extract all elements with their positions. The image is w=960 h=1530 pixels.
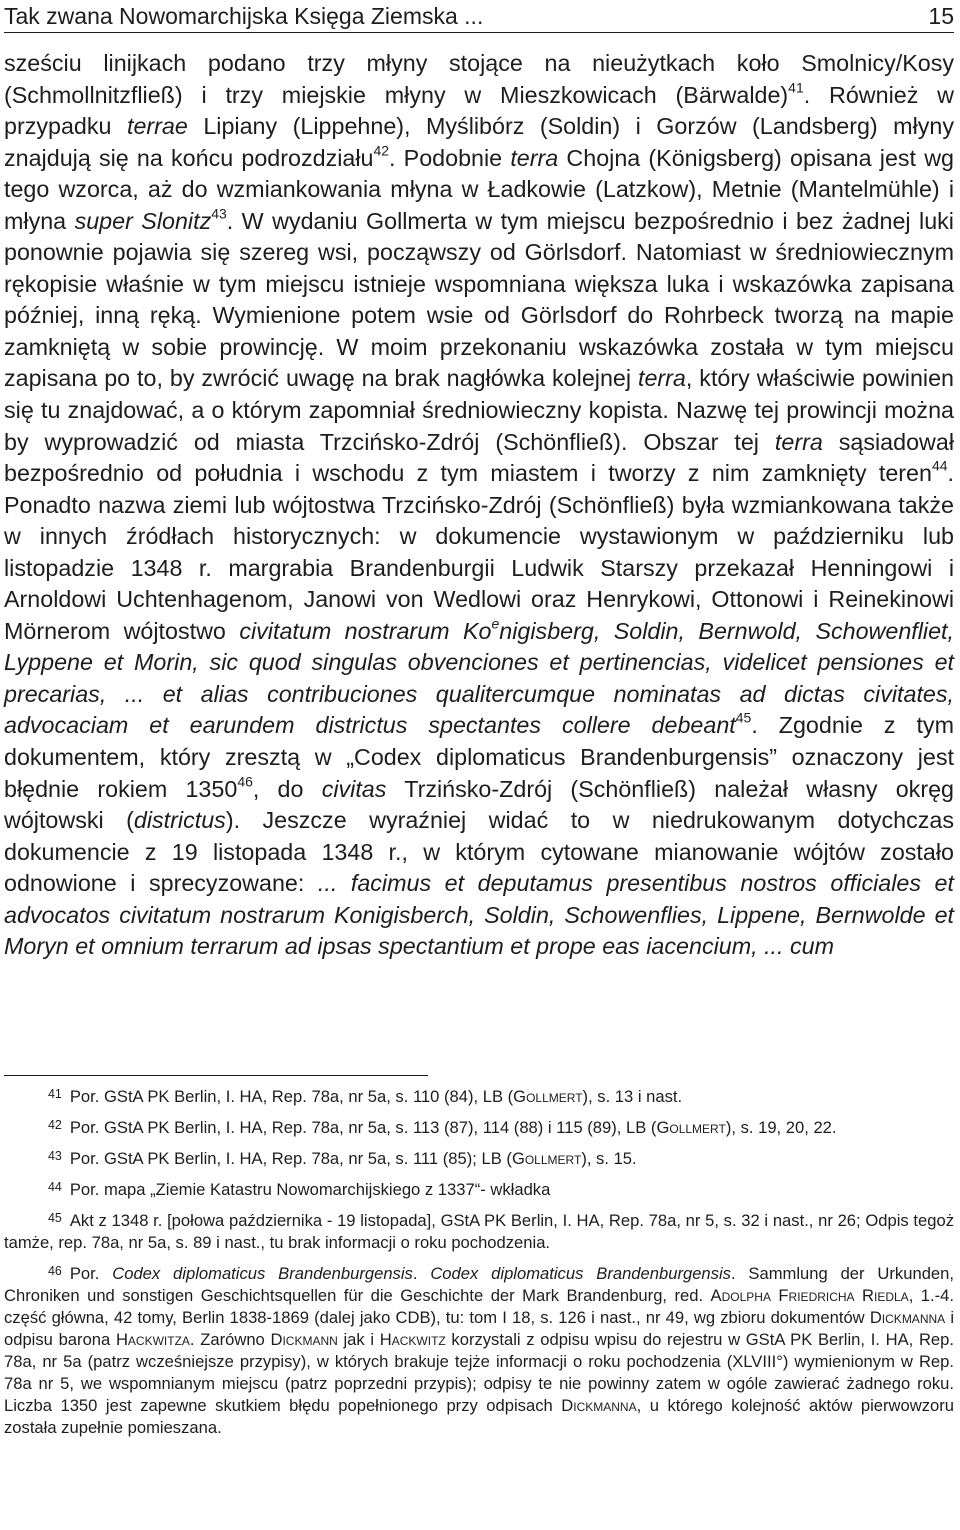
- text-run: . Podobnie: [389, 144, 511, 171]
- footnote-41: 41 Por. GStA PK Berlin, I. HA, Rep. 78a, nr 5a, s. 110 (84), LB (Gollmert), s. 13 i nast.: [48, 1086, 683, 1106]
- footnote-separator: [4, 1075, 428, 1076]
- footnote-ref-43: 43: [211, 205, 227, 222]
- italic-term: super Slonitz: [74, 207, 212, 234]
- footnote-text: , u którego kolejność aktów pierwowzoru została zupełnie pomieszana.: [4, 1396, 954, 1437]
- author-name: Dickmanna: [561, 1396, 637, 1415]
- footnote-ref-42: 42: [373, 142, 390, 159]
- text-run: , do: [252, 775, 322, 802]
- author-name: Gollmert: [511, 1149, 582, 1168]
- author-name: Gollmert: [513, 1087, 583, 1106]
- footnote-ref-46: 46: [237, 773, 253, 790]
- running-header: [4, 2, 954, 33]
- text-run: sześciu linijkach podano trzy młyny stojące na nieużytkach koło Smolnicy/Kosy (Schmollnitzfließ) i trzy miejskie młyny w Mieszkowicach (Bärwalde): [4, 50, 954, 108]
- text-run: Lipiany (Lippehne), Myślibórz (Soldin) i Gorzów (Landsberg) młyny znajdują się na końcu podrozdziału: [4, 113, 954, 171]
- footnote-text: Por. GStA PK Berlin, I. HA, Rep. 78a, nr 5a, s. 113 (87), 114 (88) i 115 (89), LB (: [69, 1118, 657, 1137]
- text-run: Chojna (Königsberg) opisana jest wg tego wzorca, aż do wzmiankowania młyna w Ładkowie (Latzkow), Metnie (Mantelmühle) i młyna: [4, 144, 954, 234]
- author-name: Dickmann: [270, 1330, 338, 1349]
- footnote-42: 42 Por. GStA PK Berlin, I. HA, Rep. 78a, nr 5a, s. 113 (87), 114 (88) i 115 (89), LB (Gollmert), s. 19, 20, 22.: [48, 1117, 837, 1137]
- text-run: . W wydaniu Gollmerta w tym miejscu bezpośrednio i bez żadnej luki ponownie pojawia się szereg wsi, począwszy od Görlsdorf. Natomiast w średniowiecznym rękopisie właśnie w tym miejscu istnieje wspomniana większa luka i wskazówka zapisana później, inną ręką. Wymienione potem wsie od Görlsdorf do Rohrbeck tworzą na mapie zamkniętą w sobie prowincję. W moim przekonaniu wskazówka została w tym miejscu zapisana po to, by zwrócić uwagę na brak nagłówka kolejnej: [4, 207, 954, 392]
- main-text: [4, 48, 954, 963]
- footnote-text: Por. mapa „Ziemie Katastru Nowomarchijskiego z 1337“- wkładka: [69, 1180, 551, 1199]
- footnote-text: , 1.-4. część główna, 42 tomy, Berlin 1838-1869 (dalej jako CDB), tu: tom I 18, s. 126 i nast., nr 49, wg zbioru dokumentów: [4, 1286, 954, 1327]
- text-run: Trzińsko-Zdrój (Schönfließ) należał własny okręg wójtowski (: [4, 775, 954, 834]
- author-name: Hackwitz: [379, 1330, 446, 1349]
- work-title: Codex diplomaticus Brandenburgensis: [430, 1264, 731, 1283]
- footnote-text: Por.: [69, 1264, 113, 1283]
- latin-quote: ... facimus et deputamus presentibus nostros officiales et advocatos civitatum nostrarum Konigisberch, Soldin, Schowenflies, Lippene, Bernwolde et Moryn et omnium terrarum ad ipsas spectantium et prope eas iacencium, ... cum: [4, 870, 954, 960]
- author-name: Adolpha Friedricha Riedla: [710, 1286, 909, 1305]
- footnote-text: jak i: [337, 1330, 380, 1349]
- running-title: Tak zwana Nowomarchijska Księga Ziemska ...: [4, 3, 484, 29]
- footnote-text: .: [412, 1264, 431, 1283]
- paragraph: [4, 48, 954, 963]
- italic-term: districtus: [133, 807, 226, 834]
- footnote-text: Por. GStA PK Berlin, I. HA, Rep. 78a, nr 5a, s. 111 (85); LB (: [69, 1149, 512, 1168]
- footnote-text: ), s. 19, 20, 22.: [725, 1118, 837, 1137]
- footnote-44: 44 Por. mapa „Ziemie Katastru Nowomarchijskiego z 1337“- wkładka: [48, 1179, 551, 1199]
- text-run: . Ponadto nazwa ziemi lub wójtostwa Trzcińsko-Zdrój (Schönfließ) była wzmiankowana także w innych źródłach historycznych: w dokumencie wystawionym w październiku lub listopadzie 1348 r. margrabia Brandenburgii Ludwik Starszy przekazał Henningowi i Arnoldowi Uchtenhagenom, Janowi von Wedlowi oraz Henrykowi, Ottonowi i Reinekinowi Mörnerom wójtostwo: [4, 460, 954, 644]
- footnote-text: Akt z 1348 r. [połowa października - 19 listopada], GStA PK Berlin, I. HA, Rep. 78a, nr 5, s. 32 i nast., nr 26; Odpis tegoż tamże, rep. 78a, nr 5a, s. 89 i nast., tu brak informacji o roku pochodzenia.: [4, 1211, 954, 1252]
- text-run: ). Jeszcze wyraźniej widać to w niedrukowanym dotychczas dokumencie z 19 listopada 1348 r., w którym cytowane mianowanie wójtów zostało odnowione i sprecyzowane:: [4, 807, 955, 897]
- footnote-text: korzystali z odpisu wpisu do rejestru w GStA PK Berlin, I. HA, Rep. 78a, nr 5a (patrz wcześniejsze przypisy), w których brakuje tejże informacji o roku pochodzenia (XLVIII°) wymienionym w Rep. 78a nr 5, we wspomnianym miejscu (patrz poprzedni przypis); odpisy te nie powinny zatem w ogóle zawierać żadnego roku. Liczba 1350 jest zapewne skutkiem błędu popełnionego przy odpisach: [4, 1330, 954, 1415]
- work-title: Codex diplomaticus Brandenburgensis: [112, 1264, 413, 1283]
- footnote-ref-44: 44: [931, 457, 948, 474]
- footnote-text: Por. GStA PK Berlin, I. HA, Rep. 78a, nr 5a, s. 110 (84), LB (: [69, 1087, 514, 1106]
- footnote-43: 43 Por. GStA PK Berlin, I. HA, Rep. 78a, nr 5a, s. 111 (85); LB (Gollmert), s. 15.: [48, 1148, 637, 1168]
- footnote-text: ), s. 15.: [581, 1149, 637, 1168]
- italic-term: terra: [637, 365, 686, 392]
- text-run: sąsiadował bezpośrednio od południa i wschodu z tym miastem i tworzy z nim zamknięty teren: [4, 428, 954, 487]
- italic-term: terra: [510, 144, 559, 171]
- italic-term: terra: [774, 428, 823, 455]
- footnote-46: 46 Por. Codex diplomaticus Brandenburgensis. Codex diplomaticus Brandenburgensis. Sammlung der Urkunden, Chroniken und sonstigen Geschichtsquellen für die Geschichte der Mark Brandenburg, red. Adolpha Friedricha Riedla, 1.-4. część główna, 42 tomy, Berlin 1838-1869 (dalej jako CDB), tu: tom I 18, s. 126 i nast., nr 49, wg zbioru dokumentów Dickmanna i odpisu barona Hackwitza. Zarówno Dickmann jak i Hackwitz korzystali z odpisu wpisu do rejestru w GStA PK Berlin, I. HA, Rep. 78a, nr 5a (patrz wcześniejsze przypisy), w których brakuje tejże informacji o roku pochodzenia (XLVIII°) wymienionym w Rep. 78a nr 5, we wspomnianym miejscu (patrz poprzedni przypis); odpisy te nie powinny zatem w ogóle zawierać żadnego roku. Liczba 1350 jest zapewne skutkiem błędu popełnionego przy odpisach Dickmanna, u którego kolejność aktów pierwowzoru została zupełnie pomieszana.: [4, 1263, 955, 1437]
- latin-quote-part: nigisberg, Soldin, Bernwold, Schowenfliet, Lyppene et Morin, sic quod singulas obvenciones et pertinencias, videlicet pensiones et precarias, ... et alias contribuciones qualitercumque nominatas ad dictas civitates, advocaciam et earundem districtus spectantes collere debeant: [4, 617, 955, 739]
- text-run: . Również w przypadku: [4, 81, 954, 140]
- footnote-ref-41: 41: [788, 79, 804, 96]
- footnote-text: ), s. 13 i nast.: [582, 1087, 683, 1106]
- footnotes: [4, 1086, 954, 1448]
- author-name: Gollmert: [656, 1118, 726, 1137]
- italic-term: civitas: [321, 775, 387, 802]
- footnote-text: i odpisu barona: [4, 1308, 955, 1349]
- italic-term: terrae: [126, 113, 188, 140]
- footnote-text: . Zarówno: [189, 1330, 271, 1349]
- superscript-e: e: [491, 615, 500, 632]
- footnote-text: . Sammlung der Urkunden, Chroniken und sonstigen Geschichtsquellen für die Geschichte der Mark Brandenburg, red.: [4, 1264, 954, 1305]
- author-name: Dickmanna: [869, 1308, 946, 1327]
- author-name: Hackwitza: [115, 1330, 190, 1349]
- latin-quote-part: civitatum nostrarum Ko: [239, 617, 492, 644]
- footnote-45: 45 Akt z 1348 r. [połowa października - 19 listopada], GStA PK Berlin, I. HA, Rep. 78a, nr 5, s. 32 i nast., nr 26; Odpis tegoż tamże, rep. 78a, nr 5a, s. 89 i nast., tu brak informacji o roku pochodzenia.: [4, 1210, 954, 1252]
- page-number: 15: [928, 3, 954, 29]
- footnote-ref-45: 45: [735, 710, 752, 726]
- text-run: , który właściwie powinien się tu znajdować, a o którym zapomniał średniowieczny kopista. Nazwę tej prowincji można by wyprowadzić od miasta Trzcińsko-Zdrój (Schönfließ). Obszar tej: [4, 365, 954, 455]
- text-run: . Zgodnie z tym dokumentem, który zresztą w „Codex diplomaticus Brandenburgensis” oznaczony jest błędnie rokiem 1350: [4, 712, 954, 802]
